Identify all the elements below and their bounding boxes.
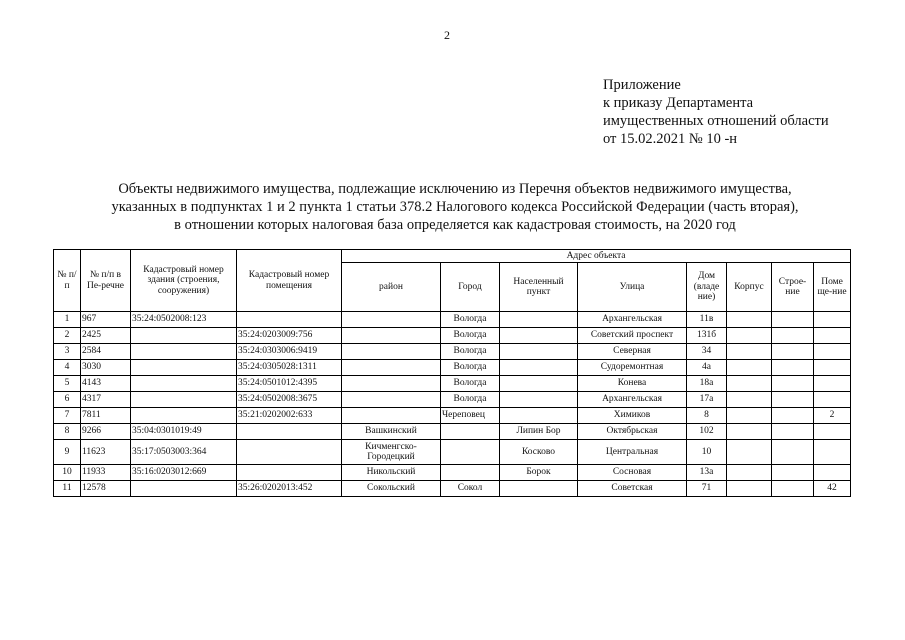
cell-pomeshchenie [814, 440, 851, 465]
appendix-line: Приложение [603, 77, 681, 93]
cell-locality: Косково [500, 440, 578, 465]
cell-district [342, 360, 441, 376]
cell-city: Вологда [441, 360, 500, 376]
header-cad-building: Кадастровый номер здания (строения, сооружения) [131, 250, 237, 312]
cell-locality: Борок [500, 465, 578, 481]
cell-cad-building [131, 344, 237, 360]
appendix-block [603, 76, 829, 148]
cell-street: Конева [578, 376, 687, 392]
cell-list-num: 4143 [81, 376, 131, 392]
table-row [54, 408, 851, 424]
table-row [54, 424, 851, 440]
header-korpus: Корпус [727, 263, 772, 312]
cell-cad-room [237, 440, 342, 465]
cell-district [342, 376, 441, 392]
cell-cad-building: 35:17:0503003:364 [131, 440, 237, 465]
cell-house: 102 [687, 424, 727, 440]
cell-pomeshchenie [814, 376, 851, 392]
cell-stroenie [772, 424, 814, 440]
table-row [54, 376, 851, 392]
cell-num: 11 [54, 481, 81, 497]
cell-cad-room [237, 465, 342, 481]
header-pomeshchenie: Поме ще-ние [814, 263, 851, 312]
cell-list-num: 9266 [81, 424, 131, 440]
table-row [54, 440, 851, 465]
cell-pomeshchenie [814, 392, 851, 408]
cell-city: Вологда [441, 344, 500, 360]
cell-city [441, 440, 500, 465]
header-locality: Населенный пункт [500, 263, 578, 312]
table-row [54, 312, 851, 328]
cell-cad-room: 35:24:0305028:1311 [237, 360, 342, 376]
cell-house: 11в [687, 312, 727, 328]
cell-district: Сокольский [342, 481, 441, 497]
cell-cad-building: 35:16:0203012:669 [131, 465, 237, 481]
cell-cad-room: 35:21:0202002:633 [237, 408, 342, 424]
cell-city: Вологда [441, 328, 500, 344]
cell-locality [500, 344, 578, 360]
cell-district [342, 328, 441, 344]
cell-street: Центральная [578, 440, 687, 465]
cell-street: Октябрьская [578, 424, 687, 440]
header-num: № п/п [54, 250, 81, 312]
table-row [54, 465, 851, 481]
cell-stroenie [772, 376, 814, 392]
header-address-group: Адрес объекта [342, 250, 851, 263]
cell-city [441, 465, 500, 481]
cell-korpus [727, 328, 772, 344]
cell-house: 13а [687, 465, 727, 481]
cell-list-num: 2425 [81, 328, 131, 344]
cell-cad-building [131, 392, 237, 408]
cell-korpus [727, 344, 772, 360]
objects-table [53, 249, 851, 497]
header-city: Город [441, 263, 500, 312]
cell-street: Химиков [578, 408, 687, 424]
cell-num: 1 [54, 312, 81, 328]
appendix-line: имущественных отношений области [603, 113, 829, 129]
cell-cad-building: 35:24:0502008:123 [131, 312, 237, 328]
cell-house: 17а [687, 392, 727, 408]
cell-district [342, 344, 441, 360]
cell-locality [500, 376, 578, 392]
cell-pomeshchenie [814, 344, 851, 360]
cell-stroenie [772, 408, 814, 424]
cell-city: Вологда [441, 392, 500, 408]
cell-district: Никольский [342, 465, 441, 481]
cell-list-num: 967 [81, 312, 131, 328]
cell-list-num: 3030 [81, 360, 131, 376]
cell-street: Советский проспект [578, 328, 687, 344]
table-row [54, 344, 851, 360]
cell-korpus [727, 392, 772, 408]
cell-city: Вологда [441, 312, 500, 328]
cell-locality [500, 312, 578, 328]
cell-stroenie [772, 360, 814, 376]
cell-cad-building [131, 328, 237, 344]
title-line: указанных в подпунктах 1 и 2 пункта 1 статьи 378.2 Налогового кодекса Российской Федерации (часть вторая), [111, 199, 799, 215]
cell-city: Вологда [441, 376, 500, 392]
cell-cad-room: 35:26:0202013:452 [237, 481, 342, 497]
header-list-num: № п/п в Пе-речне [81, 250, 131, 312]
cell-pomeshchenie [814, 328, 851, 344]
cell-num: 4 [54, 360, 81, 376]
cell-house: 71 [687, 481, 727, 497]
cell-stroenie [772, 328, 814, 344]
cell-house: 4а [687, 360, 727, 376]
cell-num: 7 [54, 408, 81, 424]
cell-cad-building: 35:04:0301019:49 [131, 424, 237, 440]
page-number: 2 [444, 28, 450, 42]
cell-korpus [727, 376, 772, 392]
cell-street: Архангельская [578, 392, 687, 408]
header-street: Улица [578, 263, 687, 312]
cell-house: 131б [687, 328, 727, 344]
cell-house: 34 [687, 344, 727, 360]
cell-street: Северная [578, 344, 687, 360]
cell-district [342, 312, 441, 328]
cell-cad-room: 35:24:0303006:9419 [237, 344, 342, 360]
cell-cad-building [131, 481, 237, 497]
cell-pomeshchenie [814, 424, 851, 440]
cell-list-num: 11623 [81, 440, 131, 465]
cell-stroenie [772, 481, 814, 497]
document-title [40, 180, 870, 234]
cell-district: Кичменгско-Городецкий [342, 440, 441, 465]
cell-locality [500, 392, 578, 408]
cell-korpus [727, 440, 772, 465]
cell-list-num: 7811 [81, 408, 131, 424]
cell-street: Судоремонтная [578, 360, 687, 376]
cell-cad-room [237, 424, 342, 440]
cell-korpus [727, 360, 772, 376]
cell-street: Сосновая [578, 465, 687, 481]
cell-pomeshchenie [814, 312, 851, 328]
cell-locality [500, 328, 578, 344]
cell-locality [500, 481, 578, 497]
cell-cad-building [131, 408, 237, 424]
cell-pomeshchenie: 42 [814, 481, 851, 497]
cell-stroenie [772, 344, 814, 360]
cell-house: 10 [687, 440, 727, 465]
cell-num: 2 [54, 328, 81, 344]
cell-cad-room: 35:24:0501012:4395 [237, 376, 342, 392]
cell-cad-room: 35:24:0203009:756 [237, 328, 342, 344]
header-house: Дом (владе ние) [687, 263, 727, 312]
cell-locality [500, 408, 578, 424]
header-stroenie: Строе-ние [772, 263, 814, 312]
cell-cad-building [131, 376, 237, 392]
cell-district [342, 408, 441, 424]
cell-district [342, 392, 441, 408]
table-row [54, 360, 851, 376]
cell-num: 6 [54, 392, 81, 408]
cell-korpus [727, 408, 772, 424]
header-cad-room: Кадастровый номер помещения [237, 250, 342, 312]
cell-korpus [727, 312, 772, 328]
cell-locality [500, 360, 578, 376]
cell-num: 3 [54, 344, 81, 360]
cell-list-num: 4317 [81, 392, 131, 408]
appendix-line: от 15.02.2021 № 10 -н [603, 131, 738, 147]
cell-city: Сокол [441, 481, 500, 497]
cell-pomeshchenie: 2 [814, 408, 851, 424]
cell-num: 9 [54, 440, 81, 465]
cell-num: 10 [54, 465, 81, 481]
cell-city: Череповец [441, 408, 500, 424]
cell-stroenie [772, 392, 814, 408]
cell-stroenie [772, 312, 814, 328]
cell-pomeshchenie [814, 465, 851, 481]
cell-list-num: 2584 [81, 344, 131, 360]
cell-house: 8 [687, 408, 727, 424]
title-line: в отношении которых налоговая база определяется как кадастровая стоимость, на 2020 год [174, 217, 736, 233]
table-row [54, 481, 851, 497]
cell-list-num: 12578 [81, 481, 131, 497]
cell-cad-building [131, 360, 237, 376]
cell-korpus [727, 424, 772, 440]
cell-korpus [727, 481, 772, 497]
cell-korpus [727, 465, 772, 481]
appendix-line: к приказу Департамента [603, 95, 754, 111]
cell-district: Вашкинский [342, 424, 441, 440]
cell-num: 8 [54, 424, 81, 440]
cell-house: 18а [687, 376, 727, 392]
cell-stroenie [772, 465, 814, 481]
title-line: Объекты недвижимого имущества, подлежащие исключению из Перечня объектов недвижимого имущества, [118, 181, 792, 197]
cell-street: Архангельская [578, 312, 687, 328]
cell-city [441, 424, 500, 440]
cell-street: Советская [578, 481, 687, 497]
table-row [54, 328, 851, 344]
cell-cad-room: 35:24:0502008:3675 [237, 392, 342, 408]
cell-locality: Липин Бор [500, 424, 578, 440]
cell-list-num: 11933 [81, 465, 131, 481]
cell-pomeshchenie [814, 360, 851, 376]
cell-cad-room [237, 312, 342, 328]
cell-stroenie [772, 440, 814, 465]
header-district: район [342, 263, 441, 312]
cell-num: 5 [54, 376, 81, 392]
table-row [54, 392, 851, 408]
